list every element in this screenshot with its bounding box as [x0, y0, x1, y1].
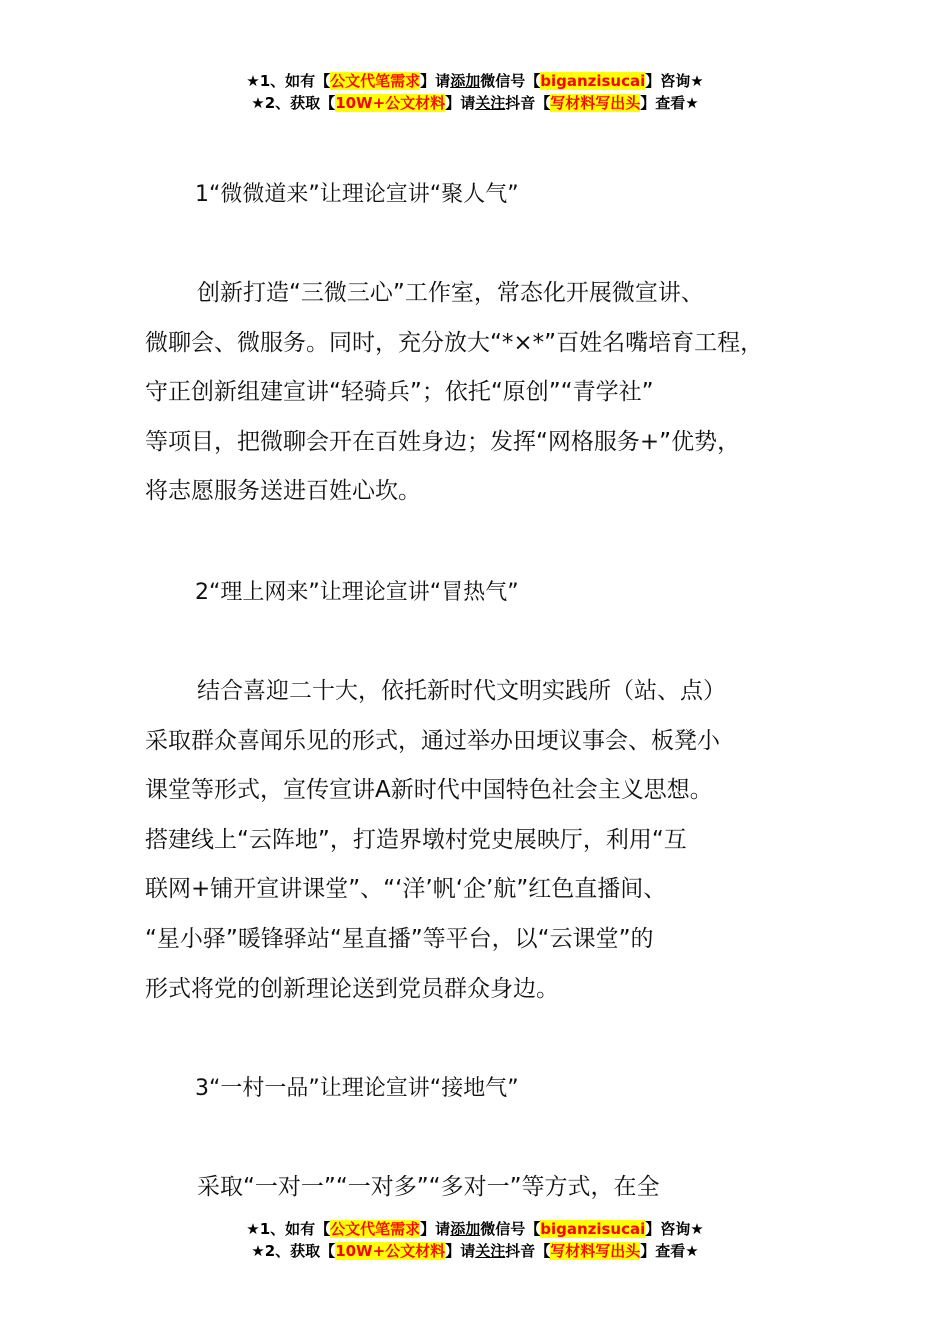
paragraph-line: “星小驿”暖锋驿站“星直播”等平台，以“云课堂”的 — [145, 925, 654, 952]
banner-text: 】请 — [420, 1220, 451, 1238]
paragraph-line: 微聊会、微服务。同时，充分放大“*×*”百姓名嘴培育工程， — [145, 329, 764, 356]
section-heading: 3“一村一品”让理论宣讲“接地气” — [195, 1076, 519, 1101]
paragraph-line: 创新打造“三微三心”工作室，常态化开展微宣讲、 — [197, 280, 704, 306]
banner-text: ★2、获取【 — [251, 94, 336, 112]
banner-highlight: 写材料写出头 — [550, 1242, 641, 1260]
banner-text: 】请 — [420, 72, 451, 90]
banner-text: 】咨询★ — [645, 72, 704, 90]
banner-text: 抖音【 — [505, 1242, 551, 1260]
header-banner — [0, 70, 950, 114]
section-paragraph — [145, 269, 845, 517]
section-paragraph — [145, 1163, 845, 1213]
paragraph-line: 采取群众喜闻乐见的形式，通过举办田埂议事会、板凳小 — [145, 727, 720, 754]
section-heading: 2“理上网来”让理论宣讲“冒热气” — [195, 580, 519, 605]
banner-text: 抖音【 — [505, 94, 551, 112]
banner-line-1 — [0, 70, 950, 92]
paragraph-line: 形式将党的创新理论送到党员群众身边。 — [145, 975, 559, 1002]
section-heading: 1“微微道来”让理论宣讲“聚人气” — [195, 182, 519, 207]
paragraph-line: 联网+铺开宣讲课堂”、“‘洋’帆‘企’航”红色直播间、 — [145, 876, 667, 903]
banner-text: 】请 — [445, 94, 476, 112]
banner-line-2 — [0, 92, 950, 114]
banner-highlight: 10W+公文材料 — [335, 1242, 446, 1260]
banner-text: 】请 — [445, 1242, 476, 1260]
banner-text: 】查看★ — [640, 94, 699, 112]
banner-text: 微信号【 — [480, 72, 541, 90]
paragraph-line: 守正创新组建宣讲“轻骑兵”；依托“原创”“青学社” — [145, 379, 654, 406]
paragraph-line: 结合喜迎二十大，依托新时代文明实践所（站、点） — [197, 678, 726, 704]
banner-text: 微信号【 — [480, 1220, 541, 1238]
banner-highlight: biganzisucai — [540, 1220, 646, 1238]
paragraph-line: 搭建线上“云阵地”，打造界墩村党史展映厅，利用“互 — [145, 826, 687, 853]
banner-text: 】咨询★ — [645, 1220, 704, 1238]
banner-highlight: 公文代笔需求 — [330, 72, 421, 90]
banner-line-1 — [0, 1218, 950, 1240]
banner-text: ★1、如有【 — [246, 72, 331, 90]
banner-highlight: 公文代笔需求 — [330, 1220, 421, 1238]
footer-banner — [0, 1218, 950, 1262]
banner-underlined: 关注 — [475, 94, 506, 112]
banner-highlight: 10W+公文材料 — [335, 94, 446, 112]
banner-underlined: 关注 — [475, 1242, 506, 1260]
paragraph-line: 课堂等形式，宣传宣讲A新时代中国特色社会主义思想。 — [145, 777, 713, 804]
banner-highlight: biganzisucai — [540, 72, 646, 90]
banner-text: 】查看★ — [640, 1242, 699, 1260]
paragraph-line: 等项目，把微聊会开在百姓身边；发挥“网格服务+”优势， — [145, 428, 741, 455]
paragraph-line: 采取“一对一”“一对多”“多对一”等方式，在全 — [197, 1174, 660, 1200]
banner-text: ★2、获取【 — [251, 1242, 336, 1260]
banner-underlined: 添加 — [450, 1220, 481, 1238]
banner-line-2 — [0, 1240, 950, 1262]
banner-highlight: 写材料写出头 — [550, 94, 641, 112]
paragraph-line: 将志愿服务送进百姓心坎。 — [145, 478, 421, 505]
banner-text: ★1、如有【 — [246, 1220, 331, 1238]
section-paragraph — [145, 667, 845, 1014]
banner-underlined: 添加 — [450, 72, 481, 90]
